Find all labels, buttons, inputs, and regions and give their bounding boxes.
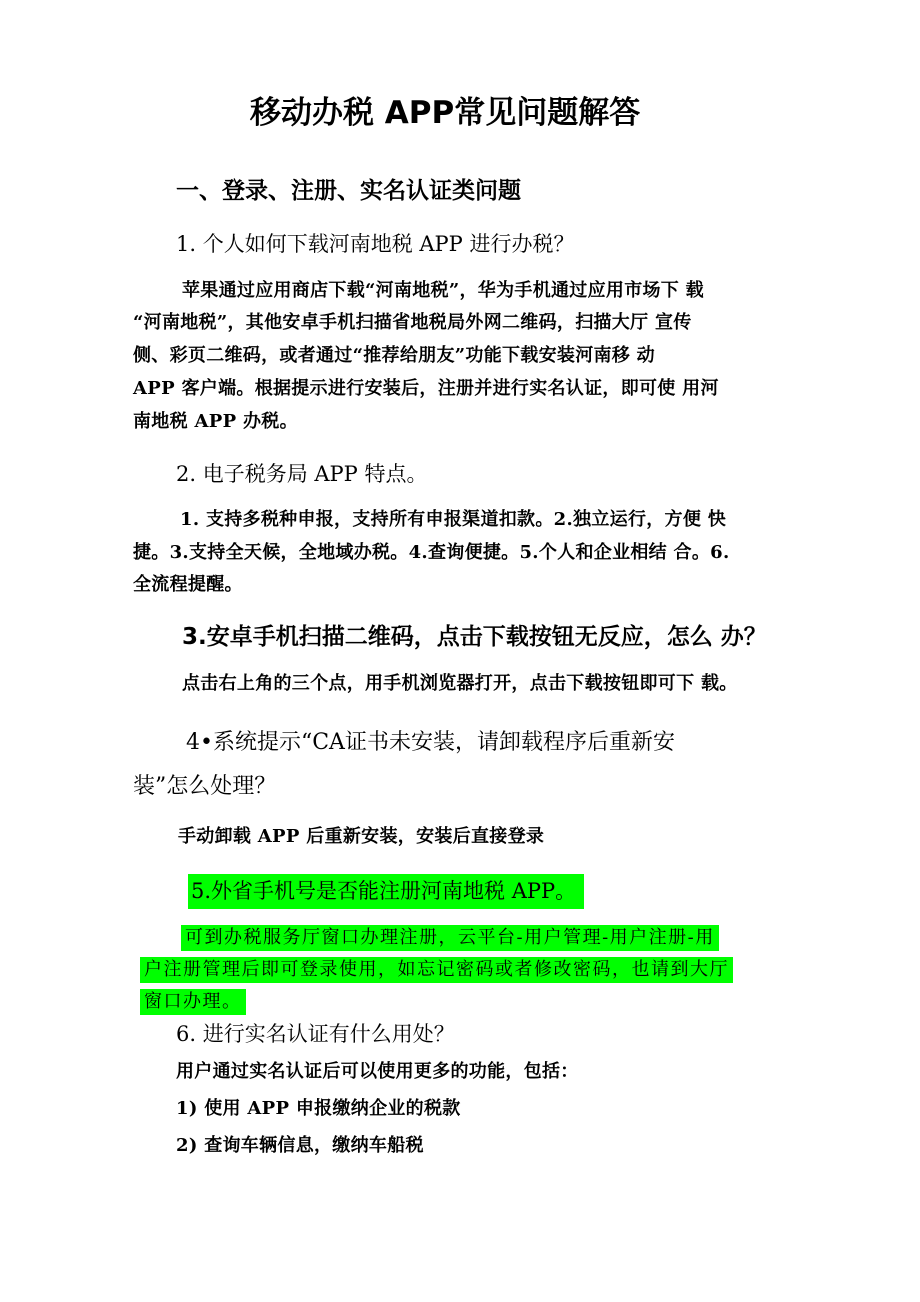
answer-6-item: 1) 使用 APP 申报缴纳企业的税款 [176, 1098, 461, 1119]
answer-1-line: APP 客户端。根据提示进行安装后，注册并进行实名认证，即可使 用河 [133, 378, 719, 399]
document-title: 移动办税 APP常见问题解答 [250, 95, 641, 131]
answer-6-item: 2) 查询车辆信息，缴纳车船税 [176, 1135, 424, 1156]
question-2: 2. 电子税务局 APP 特点。 [176, 462, 428, 486]
answer-2-line: 全流程提醒。 [133, 574, 243, 595]
question-4-line: 装”怎么处理？ [133, 774, 277, 799]
answer-2-line: 捷。3.支持全天候，全地域办税。4.查询便捷。5.个人和企业相结 合。6. [133, 542, 730, 563]
answer-6-intro: 用户通过实名认证后可以使用更多的功能，包括： [176, 1061, 579, 1082]
answer-3: 点击右上角的三个点，用手机浏览器打开，点击下载按钮即可下 载。 [182, 673, 738, 694]
question-5-highlighted: 5.外省手机号是否能注册河南地税 APP。 [188, 874, 584, 909]
answer-5-line-highlighted: 户注册管理后即可登录使用，如忘记密码或者修改密码，也请到大厅 [140, 957, 733, 983]
question-1: 1. 个人如何下载河南地税 APP 进行办税？ [176, 232, 575, 256]
question-3: 3.安卓手机扫描二维码，点击下载按钮无反应，怎么 办？ [182, 624, 767, 650]
answer-1-line: 苹果通过应用商店下载“河南地税”，华为手机通过应用市场下 载 [182, 280, 704, 301]
answer-1-line: 南地税 APP 办税。 [133, 411, 298, 432]
answer-2-line: 1. 支持多税种申报，支持所有申报渠道扣款。2.独立运行，方便 快 [180, 509, 727, 530]
answer-5-line-highlighted: 可到办税服务厅窗口办理注册，云平台-用户管理-用户注册-用 [181, 925, 719, 951]
question-4-line: 4•系统提示“CA证书未安装，请卸载程序后重新安 [186, 730, 675, 755]
question-6: 6. 进行实名认证有什么用处？ [176, 1022, 455, 1046]
answer-1-line: 侧、彩页二维码，或者通过“推荐给朋友”功能下载安装河南移 动 [133, 345, 655, 366]
section-heading: 一、登录、注册、实名认证类问题 [176, 178, 521, 204]
answer-5-line-highlighted: 窗口办理。 [140, 989, 246, 1015]
answer-4: 手动卸载 APP 后重新安装，安装后直接登录 [178, 826, 545, 847]
answer-1-line: “河南地税”，其他安卓手机扫描省地税局外网二维码，扫描大厅 宣传 [133, 312, 692, 333]
